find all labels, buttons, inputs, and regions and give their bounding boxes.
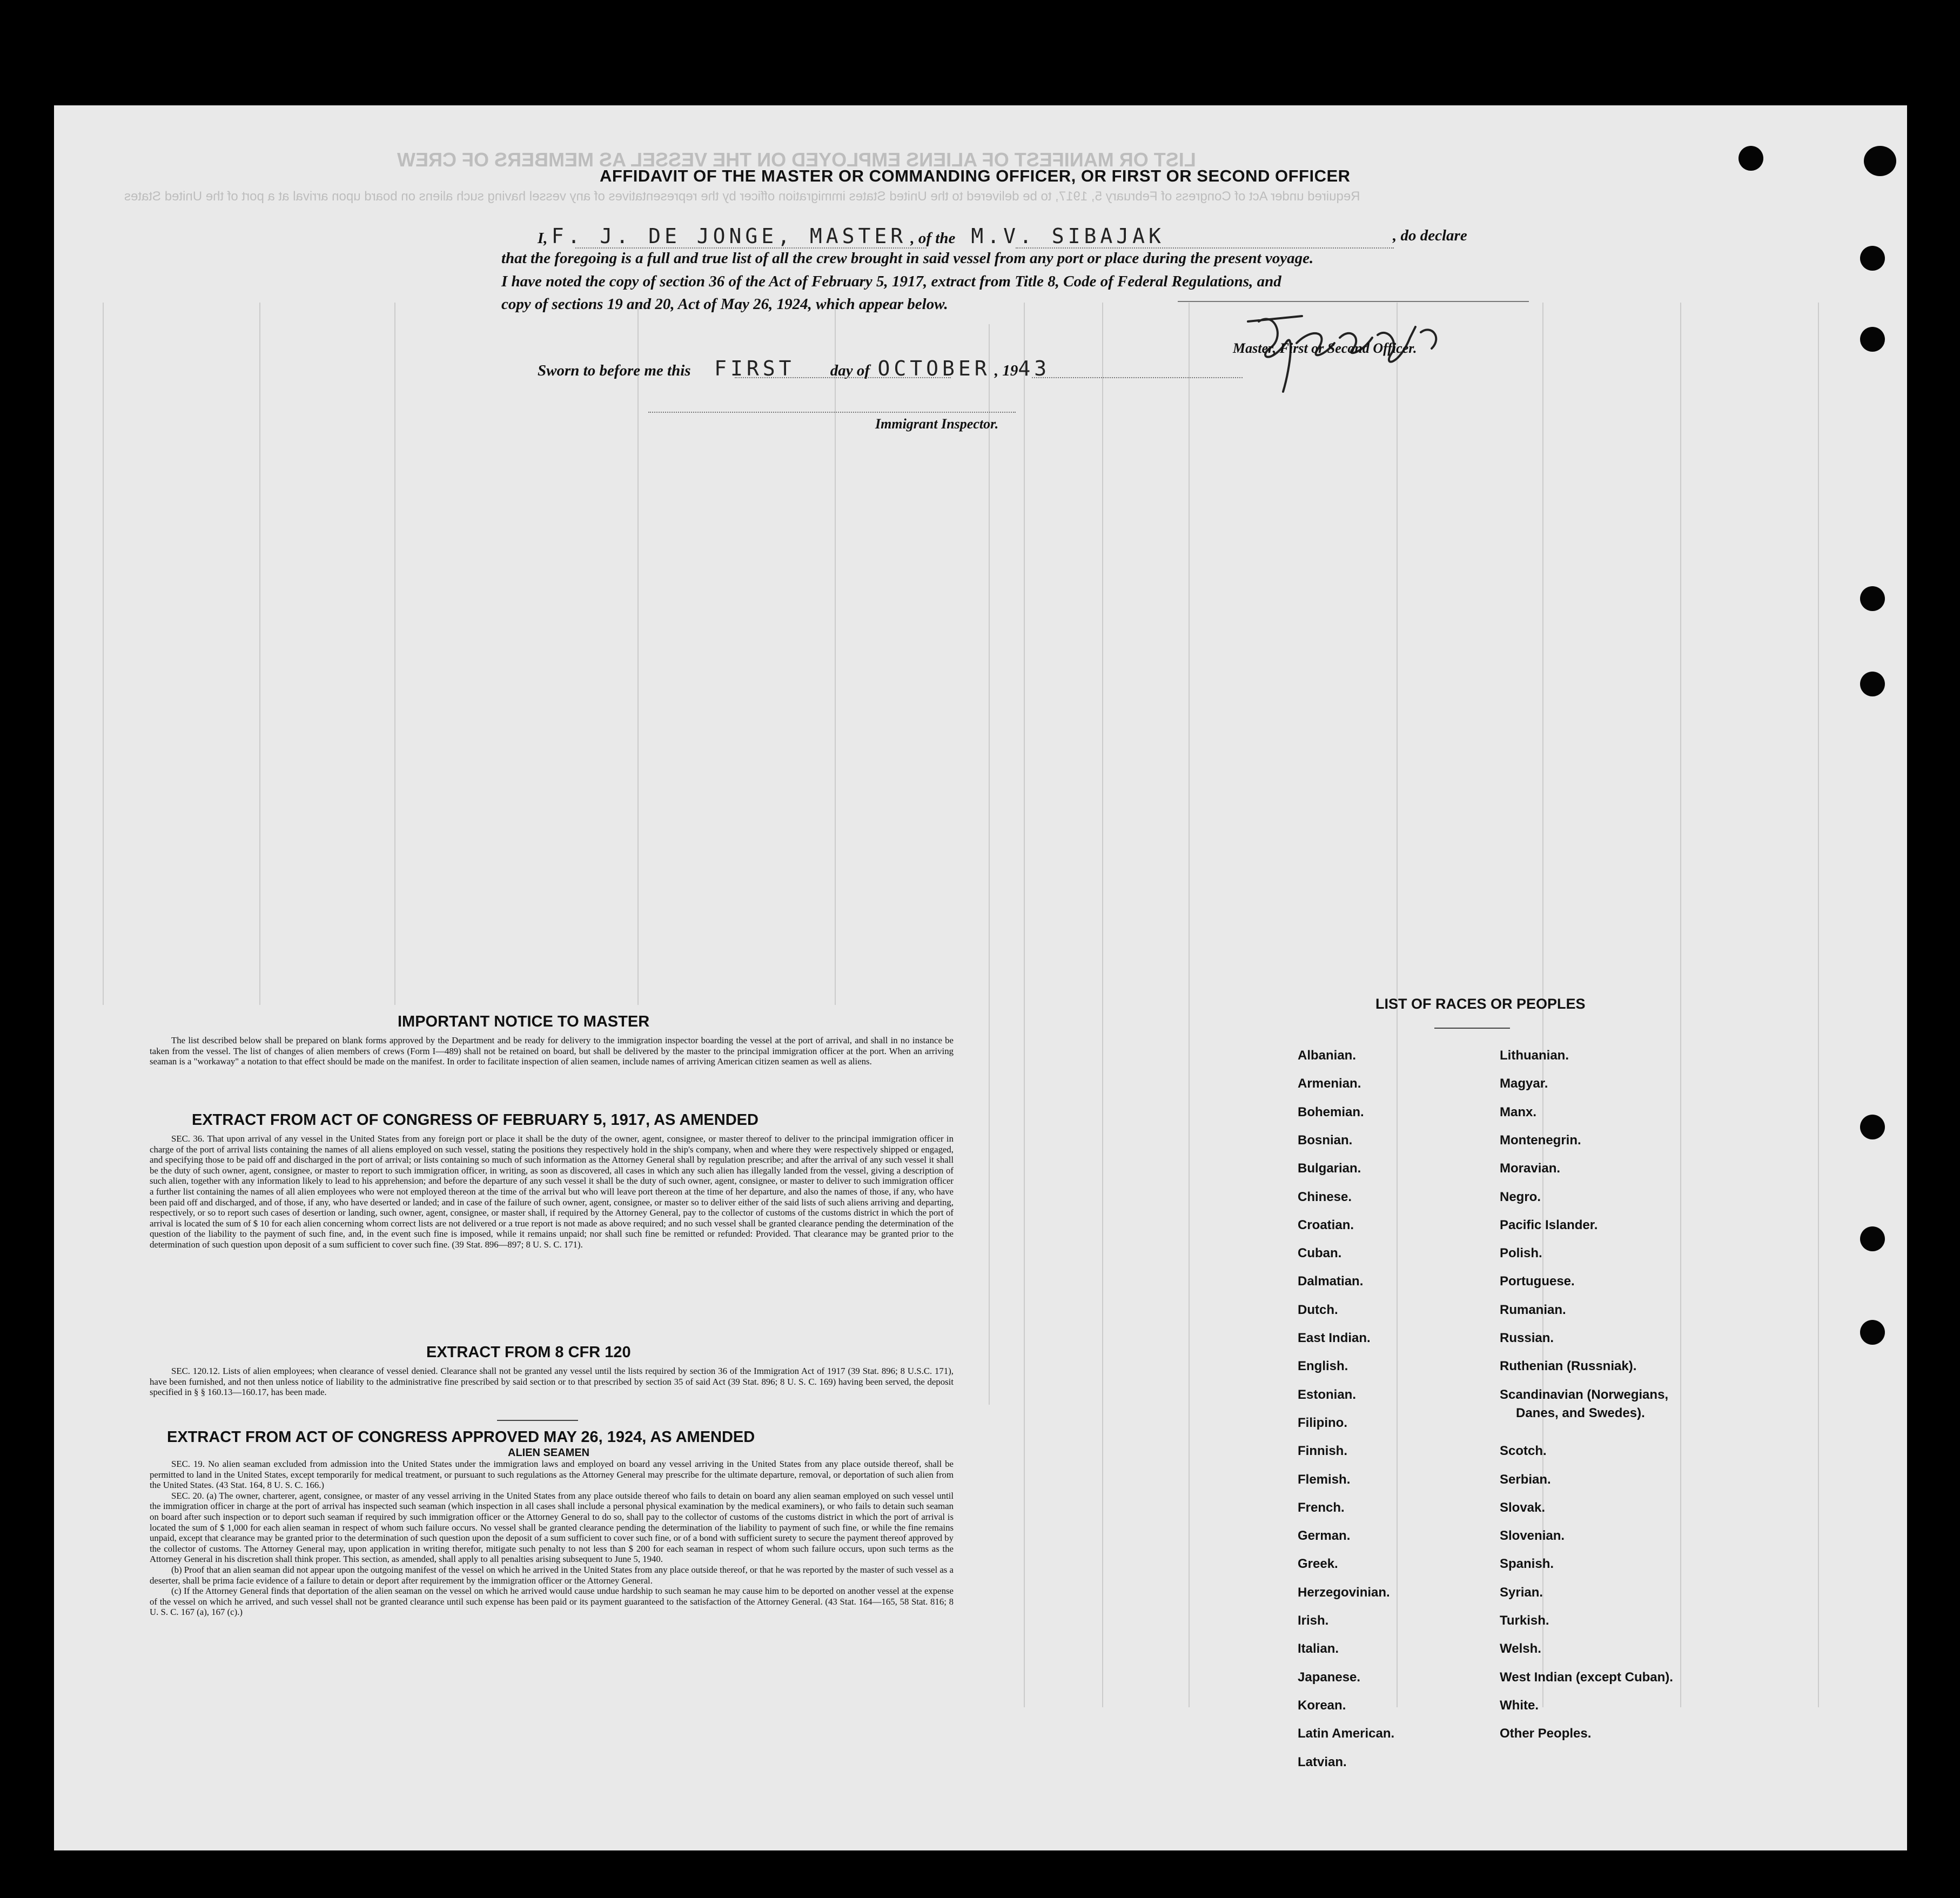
extract-1924-subtitle: ALIEN SEAMEN — [508, 1447, 590, 1459]
race-item: Filipino. — [1298, 1415, 1347, 1430]
race-item: Scandinavian (Norwegians, — [1500, 1387, 1669, 1402]
race-item: Estonian. — [1298, 1387, 1357, 1402]
race-item: Greek. — [1298, 1557, 1338, 1572]
extract-1917-title: EXTRACT FROM ACT OF CONGRESS OF FEBRUARY 5, 1917, AS AMENDED — [192, 1111, 759, 1129]
race-item: Slovenian. — [1500, 1528, 1565, 1544]
race-item: Dalmatian. — [1298, 1274, 1364, 1289]
affidavit-of-the: , of the — [910, 230, 956, 247]
sec20c-text: (c) If the Attorney General finds that deportation of the alien seaman on the vessel on which he arrived would cause undue hardship to such seaman he may cause him to be deported on another vessel at the expense of the vessel on which he arrived, and such vessel shall not be granted clearance until such expense has been paid or its payment guaranteed to the satisfaction of the Attorney General. (43 Stat. 164—165, 58 Stat. 816; 8 U. S. C. 167 (a), 167 (c).) — [150, 1586, 954, 1618]
binder-hole — [1860, 1115, 1885, 1139]
race-item: Portuguese. — [1500, 1274, 1575, 1289]
race-item: Dutch. — [1298, 1302, 1338, 1317]
bleed-through-title: LIST OR MANIFEST OF ALIENS EMPLOYED ON THE VESSEL AS MEMBERS OF CREW — [397, 149, 1196, 171]
race-item: Moravian. — [1500, 1161, 1561, 1176]
race-item: Flemish. — [1298, 1472, 1351, 1487]
race-item: Manx. — [1500, 1104, 1537, 1119]
race-item: Latvian. — [1298, 1754, 1347, 1769]
signature-caption: Master, First or Second Officer. — [1233, 340, 1417, 356]
inspector-caption: Immigrant Inspector. — [875, 416, 999, 432]
binder-hole — [1860, 1226, 1885, 1251]
race-item: Pacific Islander. — [1500, 1217, 1598, 1232]
extract-cfr-text: SEC. 120.12. Lists of alien employees; when clearance of vessel denied. Clearance shall not be granted any vessel until the lists required by section 36 of the Immigration Act of 1917 (39 Stat. 896; 8 U.S.C. 171), have been furnished, and not then unless notice of liability to the administrative fine prescribed by said section or to that prescribed by section 35 of said Act (39 Stat. 896; 8 U. S. C. 169) having been served, the deposit specified in § § 160.13—160.17, has been made. — [150, 1366, 954, 1398]
race-item: Russian. — [1500, 1331, 1554, 1345]
race-item: Irish. — [1298, 1613, 1329, 1628]
sworn-label: Sworn to before me this — [538, 362, 691, 379]
binder-hole — [1860, 327, 1885, 352]
race-item: Scotch. — [1500, 1444, 1547, 1459]
extract-1924-body — [150, 1459, 954, 1618]
race-item: Herzegovinian. — [1298, 1585, 1390, 1600]
affidavit-line-1 — [538, 224, 1165, 248]
race-item: Italian. — [1298, 1641, 1339, 1656]
notice-text: The list described below shall be prepared on blank forms approved by the Department and be ready for delivery to the immigration inspector boarding the vessel at the port of arrival, and shall in no instance be taken from the vessel. The list of changes of alien members of crews (Form I—489) shall not be retained on board, but shall be delivered by the master to the principal immigration officer at the port. When an arriving seaman is a "workaway" a notation to that effect should be made on the manifest. In order to facilitate inspection of alien seamen, include names of arriving American citizen seamen as well as aliens. — [150, 1035, 954, 1067]
extract-cfr-body — [150, 1366, 954, 1398]
binder-hole — [1860, 586, 1885, 611]
race-item: Bohemian. — [1298, 1104, 1364, 1119]
race-item: Korean. — [1298, 1698, 1346, 1713]
year-prefix: , 19 — [994, 362, 1018, 379]
race-item: Slovak. — [1500, 1500, 1546, 1515]
binder-hole — [1860, 1320, 1885, 1345]
extract-1917-text: SEC. 36. That upon arrival of any vessel in the United States from any foreign port or place it shall be the duty of the owner, agent, consignee, or master thereof to deliver to the principal immigration officer in charge of the port of arrival lists containing the names of all aliens employed on such vessel, stating the positions they respectively hold in the ship's company, when and where they were respectively shipped or engaged, and specifying those to be paid off and discharged in the port of arrival; or lists containing so much of such information as the Attorney General shall by regulation prescribe; and after the arrival of any such vessel it shall be the duty of such owner, agent, consignee, or master to report to such immigration officer, in writing, as soon as discovered, all cases in which any such alien has illegally landed from the vessel, giving a description of such alien, together with any information likely to lead to his apprehension; and before the departure of any such vessel it shall be the duty of such owner, agent, consignee, or master to deliver to such immigration officer a further list containing the names of all alien employees who were not employed thereon at the time of the arrival but who will leave port thereon at the time of her departure, and also the names of those, if any, who have been paid off and discharged, and of those, if any, who have deserted or landed; and in case of the failure of such owner, agent, consignee, or master so to deliver either of the said lists of such aliens arriving and departing, respectively, or so to report such cases of desertion or landing, such owner, agent, consignee, or master shall, if required by the Attorney General, pay to the collector of customs of the customs district in which the port of arrival is located the sum of $ 10 for each alien concerning whom correct lists are not delivered or a true report is not made as above required; and no such vessel shall be granted clearance pending the determination of the question of the liability to the payment of such fine, and, in the event such fine is imposed, while it remains unpaid; nor shall such fine be remitted or refunded: Provided. That clearance may be granted prior to the determination of such question upon deposit of a sum sufficient to cover such fine. (39 Stat. 896—897; 8 U. S. C. 171). — [150, 1134, 954, 1250]
affidavit-line-4: copy of sections 19 and 20, Act of May 26, 1924, which appear below. — [501, 296, 948, 313]
extract-1917-body — [150, 1134, 954, 1250]
race-item: Negro. — [1500, 1189, 1541, 1204]
race-item: Polish. — [1500, 1246, 1542, 1261]
sec20a-text: SEC. 20. (a) The owner, charterer, agent, consignee, or master of any vessel arriving in the United States from any place outside thereof who fails to detain on board any alien seaman employed on such vessel until the immigration officer in charge at the port of arrival has inspected such seaman (which inspection in all cases shall include a personal physical examination by the medical examiners), or who fails to detain such seaman on board after such inspection or to deport such seaman if required by such immigration officer or the Attorney General to do so, shall pay to the collector of customs of the customs district in which the port of arrival is located the sum of $ 1,000 for each alien seaman in respect of whom such failure occurs. No vessel shall be granted clearance pending the determination of the liability to payment of such fine, or while the fine remains unpaid, except that clearance may be granted prior to the determination of such question upon the deposit of a sum sufficient to cover such fine, or of a bond with sufficient surety to secure the payment thereof approved by the collector of customs. The Attorney General may, upon application in writing therefor, mitigate such penalty to not less than $ 200 for each seaman in respect of whom such failure occurs, upon such terms as the Attorney General in his discretion shall think proper. This section, as amended, shall apply to all penalties arising subsequent to June 5, 1940. — [150, 1490, 954, 1565]
race-item: Welsh. — [1500, 1641, 1541, 1656]
race-item: White. — [1500, 1698, 1539, 1713]
race-item: Lithuanian. — [1500, 1048, 1569, 1063]
binder-hole — [1739, 146, 1763, 171]
notice-title: IMPORTANT NOTICE TO MASTER — [398, 1013, 650, 1030]
race-item: Armenian. — [1298, 1076, 1361, 1091]
master-name: F. J. DE JONGE, MASTER — [551, 224, 907, 248]
extract-1924-title: EXTRACT FROM ACT OF CONGRESS APPROVED MAY 26, 1924, AS AMENDED — [167, 1428, 755, 1446]
race-item: Syrian. — [1500, 1585, 1543, 1600]
sec20b-text: (b) Proof that an alien seaman did not appear upon the outgoing manifest of the vessel on which he arrived in the United States from any place outside thereof, or that he was reported by the master of such vessel as a deserter, shall be prima facie evidence of a failure to detain or deport after requirement by the immigration officer or the Attorney General. — [150, 1564, 954, 1586]
race-item: Serbian. — [1500, 1472, 1551, 1487]
race-item: Chinese. — [1298, 1189, 1352, 1204]
bleed-through-subtitle: Required under Act of Congress of February 5, 1917, to be delivered to the United States immigration officer by the representatives of any vessel having such aliens on board upon arrival at a port of the United States — [124, 189, 1360, 204]
sec19-text: SEC. 19. No alien seaman excluded from admission into the United States under the immigration laws and employed on board any vessel arriving in the United States from any place outside thereof, shall be permitted to land in the United States, except temporarily for medical treatment, or pursuant to such regulations as the Attorney General may prescribe for the ultimate departure, removal, or deportation of such alien from the United States. (43 Stat. 164, 8 U. S. C. 166.) — [150, 1459, 954, 1491]
race-item: Ruthenian (Russniak). — [1500, 1359, 1637, 1374]
day-of-label: day of — [830, 362, 870, 379]
year-suffix: 43 — [1018, 357, 1051, 380]
affidavit-line-3: I have noted the copy of section 36 of the Act of February 5, 1917, extract from Title 8, Code of Federal Regulations, and — [501, 273, 1281, 290]
affidavit-line-2: that the foregoing is a full and true list of all the crew brought in said vessel from any port or place during the present voyage. — [501, 250, 1314, 267]
races-title: LIST OF RACES OR PEOPLES — [1375, 996, 1586, 1012]
race-item: Bosnian. — [1298, 1132, 1353, 1148]
binder-hole — [1860, 672, 1885, 696]
extract-cfr-title: EXTRACT FROM 8 CFR 120 — [426, 1344, 631, 1361]
race-item: English. — [1298, 1359, 1348, 1374]
sworn-month: OCTOBER — [877, 357, 991, 380]
race-item: German. — [1298, 1528, 1351, 1544]
binder-hole — [1864, 146, 1896, 176]
affidavit-i: I, — [538, 230, 548, 247]
race-item: Croatian. — [1298, 1217, 1354, 1232]
race-item: Albanian. — [1298, 1048, 1357, 1063]
binder-hole — [1860, 246, 1885, 271]
notice-body — [150, 1035, 954, 1067]
race-item: Bulgarian. — [1298, 1161, 1361, 1176]
race-item: Rumanian. — [1500, 1302, 1566, 1317]
race-item: Other Peoples. — [1500, 1726, 1592, 1741]
race-item: Montenegrin. — [1500, 1132, 1581, 1148]
race-item: Magyar. — [1500, 1076, 1548, 1091]
race-item: Turkish. — [1500, 1613, 1549, 1628]
vessel-name: M.V. SIBAJAK — [971, 224, 1165, 248]
race-item: West Indian (except Cuban). — [1500, 1669, 1673, 1685]
race-item: Finnish. — [1298, 1444, 1347, 1459]
race-item: Japanese. — [1298, 1669, 1361, 1685]
race-item: Cuban. — [1298, 1246, 1342, 1261]
affidavit-title: AFFIDAVIT OF THE MASTER OR COMMANDING OFFICER, OR FIRST OR SECOND OFFICER — [600, 166, 1351, 185]
race-item: East Indian. — [1298, 1331, 1371, 1345]
race-item: Danes, and Swedes). — [1516, 1405, 1645, 1420]
race-item: Spanish. — [1500, 1557, 1554, 1572]
affidavit-do-declare: , do declare — [1393, 227, 1467, 244]
race-item: French. — [1298, 1500, 1345, 1515]
sworn-day: FIRST — [714, 357, 795, 380]
race-item: Latin American. — [1298, 1726, 1395, 1741]
